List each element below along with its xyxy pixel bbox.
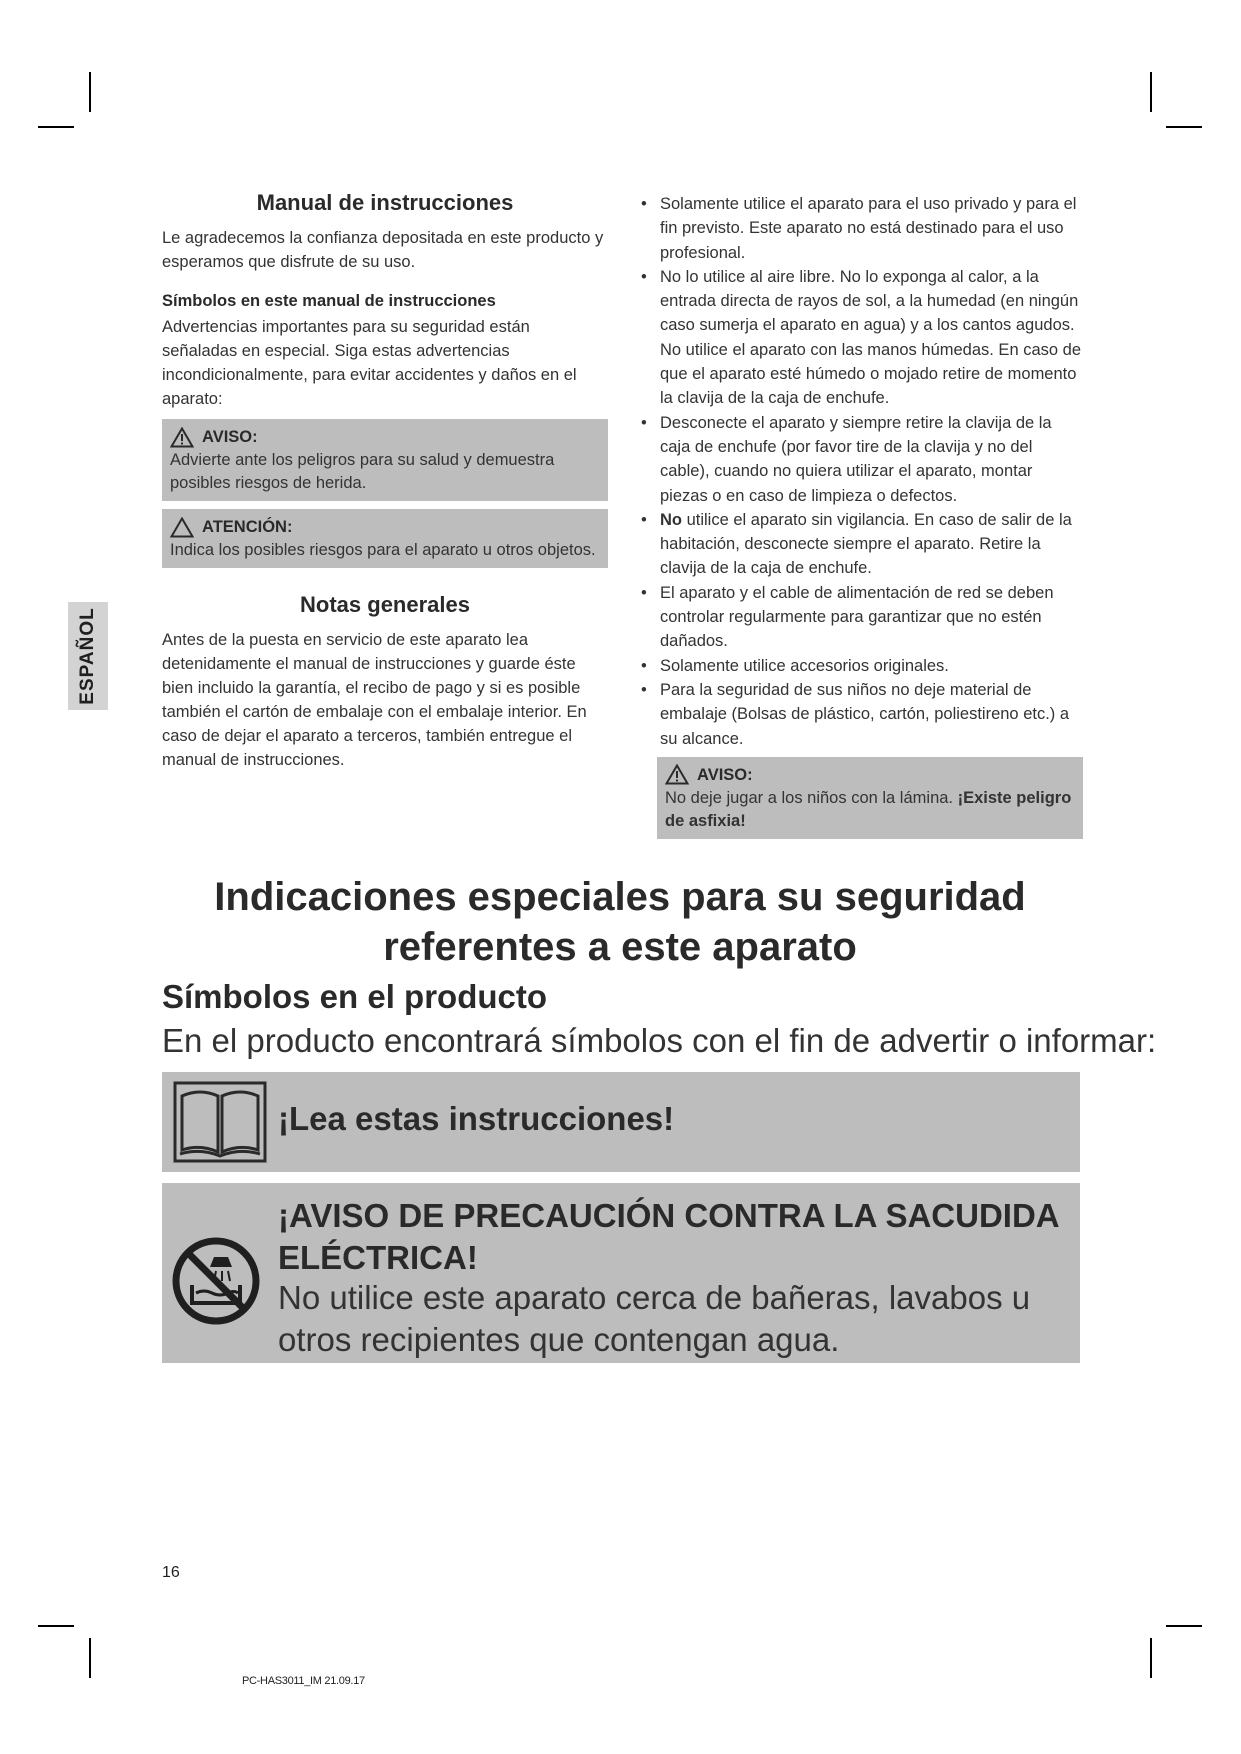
notas-title: Notas generales [300,592,470,617]
atencion-text: Indica los posibles riesgos para el aparato u otros objetos. [170,541,596,559]
list-item: • No lo utilice al aire libre. No lo exponga al calor, a la entrada directa de rayos de sol, a la humedad (en ningún caso sumerja el aparato en agua) y a los cantos agudos. No utilice el aparato con las manos húmedas. En caso de que el aparato esté húmedo o mojado retire de momento la clavija de la caja de enchufe. [637,265,1083,411]
read-instructions-label: ¡Lea estas instrucciones! [278,1100,675,1137]
book-icon [172,1080,268,1164]
list-item [637,508,1083,581]
footer-code: PC-HAS3011_IM 21.09.17 [242,1675,365,1687]
aviso-text: Advierte ante los peligros para su salud y demuestra posibles riesgos de herida. [170,451,555,492]
list-item: • Solamente utilice el aparato para el uso privado y para el fin previsto. Este aparato no está destinado para el uso profesional. [637,192,1083,265]
symbols-product-title: Símbolos en el producto [162,978,548,1015]
symbols-text: Advertencias importantes para su seguridad están señaladas en especial. Siga estas advertencias incondicionalmente, para evitar accidentes y daños en el aparato: [162,318,577,408]
list-item: • El aparato y el cable de alimentación de red se deben controlar regularmente para garantizar que no estén dañados. [637,581,1083,654]
crop-mark [38,126,74,128]
symbols-product-intro: En el producto encontrará símbolos con el fin de advertir o informar: [162,1022,1157,1059]
atencion-title: ATENCIÓN: [202,518,293,536]
shock-warning-title: ¡AVISO DE PRECAUCIÓN CONTRA LA SACUDIDA ELÉCTRICA! [278,1197,1059,1276]
aviso-box [162,419,608,501]
page-number: 16 [162,1564,180,1581]
aviso-text: No deje jugar a los niños con la lámina. [665,788,958,807]
read-instructions-box [162,1072,1080,1172]
aviso-title: AVISO: [697,765,753,784]
crop-mark [38,1625,74,1627]
language-tab [68,602,108,710]
aviso-title: AVISO: [202,428,258,446]
list-item-text: utilice el aparato sin vigilancia. En caso de salir de la habitación, desconecte siempre el aparato. Retire la clavija de la caja de enchufe. [660,510,1072,578]
shock-warning-text: No utilice este aparato cerca de bañeras, lavabos u otros recipientes que contengan agua. [278,1279,1031,1358]
left-column [162,190,608,772]
manual-title: Manual de instrucciones [256,190,514,215]
warning-triangle-icon [665,764,689,785]
crop-mark [1150,1638,1152,1678]
main-heading-line2: referentes a este aparato [383,925,857,969]
aviso-box-children [657,757,1083,839]
crop-mark [1166,126,1202,128]
intro-text: Le agradecemos la confianza depositada en este producto y esperamos que disfrute de su uso. [162,229,604,271]
atencion-box [162,509,608,568]
right-column [637,192,1083,839]
notas-text: Antes de la puesta en servicio de este aparato lea detenidamente el manual de instrucciones y guarde éste bien incluido la garantía, el recibo de pago y si es posible también el cartón de embalaje con el embalaje interior. En caso de dejar el aparato a terceros, también entregue el manual de instrucciones. [162,631,587,769]
language-tab-label: ESPAÑOL [77,607,98,705]
crop-mark [1166,1625,1202,1627]
safety-list [637,192,1083,751]
list-item: • Desconecte el aparato y siempre retire la clavija de la caja de enchufe (por favor tire de la clavija y no del cable), cuando no quiera utilizar el aparato, montar piezas o en caso de limpieza o defectos. [637,411,1083,508]
bold-no: No [660,510,682,529]
no-water-icon [170,1235,262,1327]
crop-mark [89,1638,91,1678]
warning-triangle-icon [170,517,194,538]
list-item: • Para la seguridad de sus niños no deje material de embalaje (Bolsas de plástico, cartón, poliestireno etc.) a su alcance. [637,678,1083,751]
list-item: • Solamente utilice accesorios originales. [637,654,1083,678]
crop-mark [1150,72,1152,112]
electric-shock-warning-box [162,1183,1080,1363]
main-heading-line1: Indicaciones especiales para su seguridad [214,875,1026,919]
crop-mark [89,72,91,112]
warning-triangle-icon [170,427,194,448]
aviso-bold-text: ¡Existe peligro de asfixia! [665,788,1072,830]
symbols-heading: Símbolos en este manual de instrucciones [162,292,496,310]
